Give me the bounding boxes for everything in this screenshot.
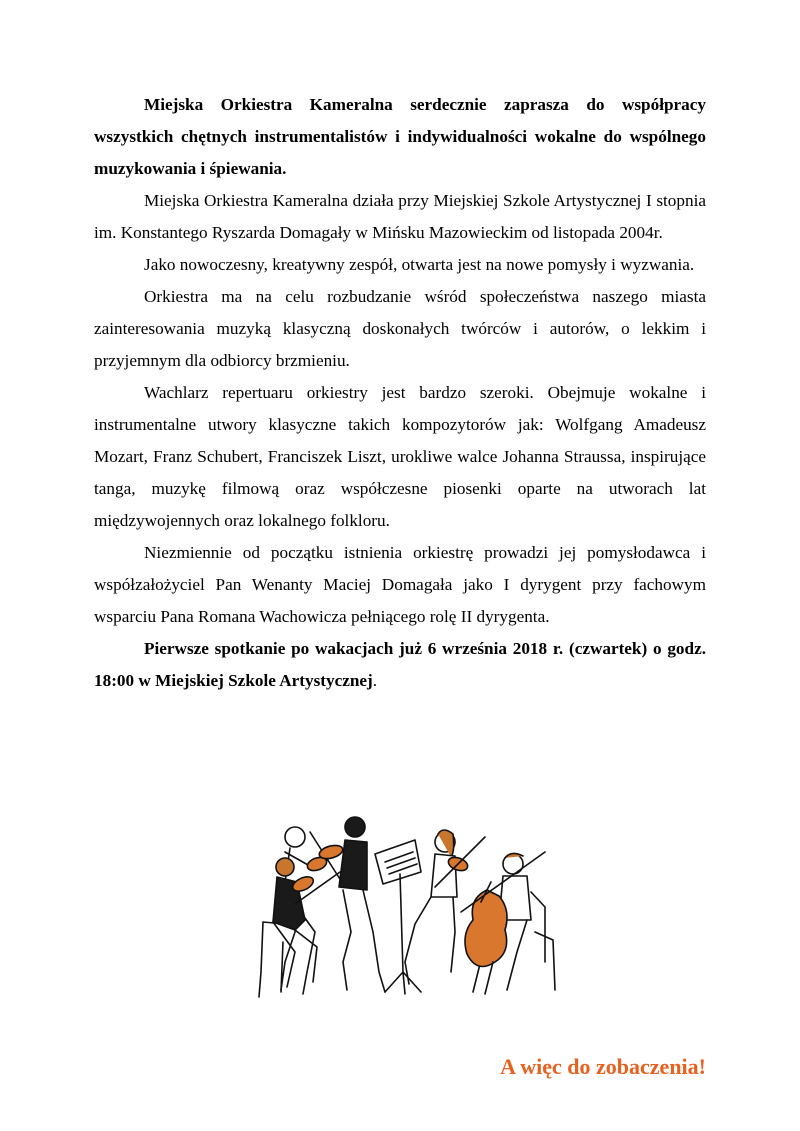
- meeting-paragraph: [94, 633, 706, 697]
- document-body: [94, 89, 706, 697]
- meeting-bold-text: Pierwsze spotkanie po wakacjach już 6 września 2018 r. (czwartek) o godz. 18:00 w Miejskiej Szkole Artystycznej: [94, 639, 706, 690]
- conductors-paragraph: Niezmiennie od początku istnienia orkiestrę prowadzi jej pomysłodawca i współzałożyciel Pan Wenanty Maciej Domagała jako I dyrygent przy fachowym wsparciu Pana Romana Wachowicza pełniącego rolę II dyrygenta.: [94, 543, 706, 626]
- repertoire-paragraph: Wachlarz repertuaru orkiestry jest bardzo szeroki. Obejmuje wokalne i instrumentalne utwory klasyczne takich kompozytorów jak: Wolfgang Amadeusz Mozart, Franz Schubert, Franciszek Liszt, urokliwe walce Johanna Straussa, inspirujące tanga, muzykę filmową oraz współczesne piosenki oparte na utworach lat międzywojennych oraz lokalnego folkloru.: [94, 383, 706, 530]
- closing-greeting: A więc do zobaczenia!: [500, 1054, 706, 1079]
- modern-paragraph: Jako nowoczesny, kreatywny zespół, otwarta jest na nowe pomysły i wyzwania.: [144, 255, 695, 274]
- invitation-paragraph: Miejska Orkiestra Kameralna serdecznie zaprasza do współpracy wszystkich chętnych instrumentalistów i indywidualności wokalne do wspólnego muzykowania i śpiewania.: [94, 95, 706, 178]
- about-paragraph: Miejska Orkiestra Kameralna działa przy Miejskiej Szkole Artystycznej I stopnia im. Konstantego Ryszarda Domagały w Mińsku Mazowieckim od listopada 2004r.: [94, 191, 706, 242]
- string-quartet-drawing-icon: [255, 812, 560, 1004]
- meeting-period: .: [372, 671, 378, 690]
- goal-paragraph: Orkiestra ma na celu rozbudzanie wśród społeczeństwa naszego miasta zainteresowania muzyką klasyczną doskonałych twórców i autorów, o lekkim i przyjemnym dla odbiorcy brzmieniu.: [94, 287, 706, 370]
